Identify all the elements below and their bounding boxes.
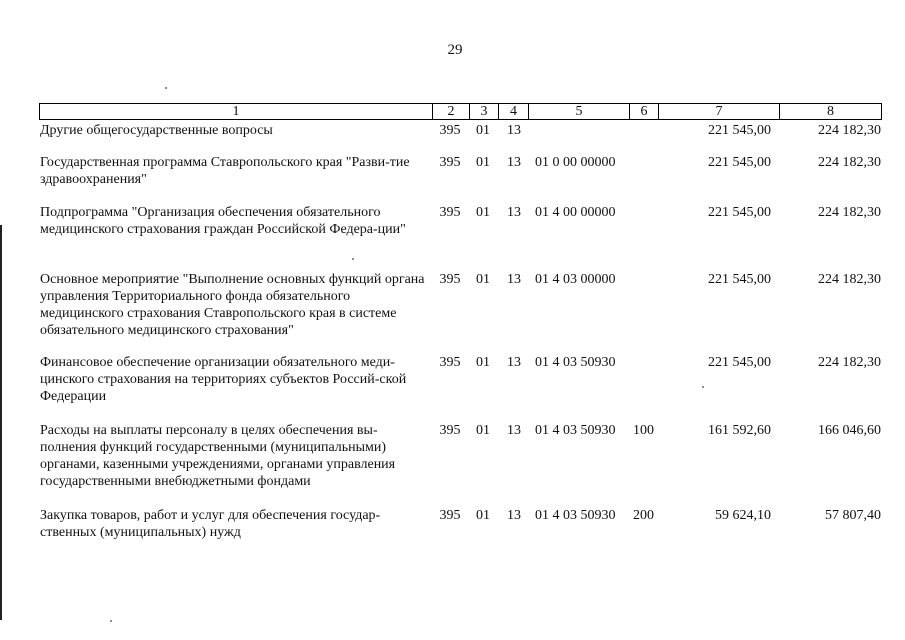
header-col-6: 6 bbox=[640, 104, 648, 119]
row-amount-1: 221 545,00 bbox=[708, 272, 771, 287]
row-section-code: 01 bbox=[476, 423, 490, 438]
left-margin-rule bbox=[0, 225, 2, 620]
row-ministry-code: 395 bbox=[439, 355, 461, 370]
row-amount-2: 57 807,40 bbox=[825, 508, 881, 523]
header-col-4: 4 bbox=[510, 104, 517, 119]
row-target-code: 01 4 00 00000 bbox=[535, 205, 616, 220]
row-subsection-code: 13 bbox=[507, 155, 521, 170]
row-ministry-code: 395 bbox=[439, 123, 461, 138]
row-section-code: 01 bbox=[476, 155, 490, 170]
row-amount-1: 221 545,00 bbox=[708, 155, 771, 170]
row-target-code: 01 4 03 00000 bbox=[535, 272, 616, 287]
row-amount-1: 221 545,00 bbox=[708, 355, 771, 370]
row-amount-1: 59 624,10 bbox=[715, 508, 771, 523]
row-ministry-code: 395 bbox=[439, 205, 461, 220]
header-col-1: 1 bbox=[232, 104, 240, 119]
row-description: Государственная программа Ставропольского края "Разви-тие здравоохранения" bbox=[40, 155, 410, 187]
scan-speck bbox=[110, 620, 112, 622]
row-subsection-code: 13 bbox=[507, 123, 521, 138]
header-col-2: 2 bbox=[447, 104, 455, 119]
row-amount-2: 166 046,60 bbox=[818, 423, 881, 438]
row-amount-1: 161 592,60 bbox=[708, 423, 771, 438]
row-section-code: 01 bbox=[476, 355, 490, 370]
row-section-code: 01 bbox=[476, 205, 490, 220]
row-target-code: 01 4 03 50930 bbox=[535, 355, 616, 370]
header-col-7: 7 bbox=[715, 104, 723, 119]
row-subsection-code: 13 bbox=[507, 508, 521, 523]
row-expense-type: 200 bbox=[633, 508, 654, 523]
row-ministry-code: 395 bbox=[439, 423, 461, 438]
scan-speck bbox=[165, 87, 167, 89]
row-amount-2: 224 182,30 bbox=[818, 272, 881, 287]
row-amount-2: 224 182,30 bbox=[818, 355, 881, 370]
row-target-code: 01 4 03 50930 bbox=[535, 508, 616, 523]
scan-speck bbox=[352, 258, 354, 260]
row-section-code: 01 bbox=[476, 123, 490, 138]
row-amount-2: 224 182,30 bbox=[818, 155, 881, 170]
row-amount-2: 224 182,30 bbox=[818, 205, 881, 220]
row-subsection-code: 13 bbox=[507, 423, 521, 438]
row-amount-1: 221 545,00 bbox=[708, 123, 771, 138]
row-expense-type: 100 bbox=[633, 423, 654, 438]
scan-speck bbox=[702, 386, 704, 388]
row-description: Финансовое обеспечение организации обязательного меди-цинского страхования на территориях субъектов Россий-ской Федерации bbox=[40, 355, 407, 404]
row-amount-1: 221 545,00 bbox=[708, 205, 771, 220]
row-ministry-code: 395 bbox=[439, 508, 461, 523]
row-ministry-code: 395 bbox=[439, 272, 461, 287]
page-number: 29 bbox=[447, 42, 463, 58]
row-description: Расходы на выплаты персоналу в целях обеспечения вы-полнения функций государственными (муниципальными) органами, казенными учреждениями, органами управления государственными внебюджетными фондами bbox=[40, 423, 396, 489]
header-col-3: 3 bbox=[480, 104, 488, 119]
row-target-code: 01 4 03 50930 bbox=[535, 423, 616, 438]
row-subsection-code: 13 bbox=[507, 355, 521, 370]
row-section-code: 01 bbox=[476, 272, 490, 287]
row-description: Подпрограмма "Организация обеспечения обязательного медицинского страхования граждан Российской Федера-ции" bbox=[40, 205, 406, 237]
header-col-5: 5 bbox=[575, 104, 583, 119]
row-description: Другие общегосударственные вопросы bbox=[40, 123, 273, 138]
row-target-code: 01 0 00 00000 bbox=[535, 155, 616, 170]
table-header-row bbox=[39, 103, 882, 120]
row-description: Закупка товаров, работ и услуг для обеспечения государ-ственных (муниципальных) нужд bbox=[40, 508, 381, 540]
header-col-8: 8 bbox=[827, 104, 834, 119]
row-description: Основное мероприятие "Выполнение основных функций органа управления Территориального фонда обязательного медицинского страхования Ставропольского края в системе обязательного медицинского страхования" bbox=[40, 272, 425, 338]
row-subsection-code: 13 bbox=[507, 272, 521, 287]
row-subsection-code: 13 bbox=[507, 205, 521, 220]
row-amount-2: 224 182,30 bbox=[818, 123, 881, 138]
row-section-code: 01 bbox=[476, 508, 490, 523]
row-ministry-code: 395 bbox=[439, 155, 461, 170]
